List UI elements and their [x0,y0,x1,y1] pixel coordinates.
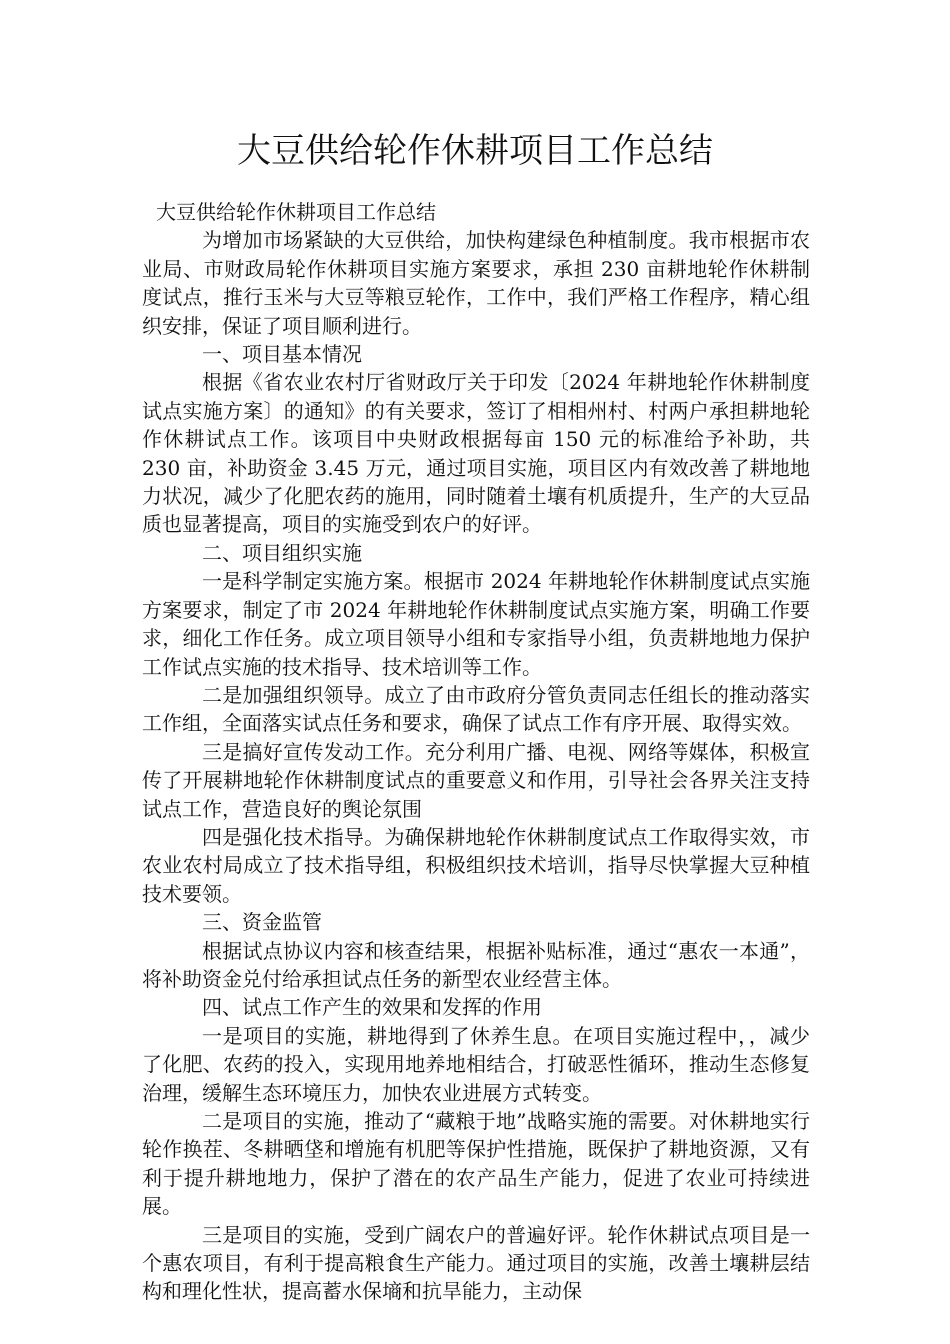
section-heading-implementation: 二、项目组织实施 [202,540,362,565]
paragraph-fund-supervision: 根据试点协议内容和核查结果，根据补贴标准，通过“惠农一本通”，将补助资金兑付给承担试点任务的新型农业经营主体。 [142,938,810,991]
document-subtitle: 大豆供给轮作休耕项目工作总结 [156,200,436,224]
paragraph-basic-info: 根据《省农业农村厅省财政厅关于印发〔2024 年耕地轮作休耕制度试点实施方案〕的通知》的有关要求，签订了相相州村、村两户承担耕地轮作休耕试点工作。该项目中央财政根据每亩 150 元的标准给予补助，共 230 亩，补助资金 3.45 万元，通过项目实施，项目区内有效改善了耕地地力状况，减少了化肥农药的施用，同时随着土壤有机质提升，生产的大豆品质也显著提高，项目的实施受到农户的好评。 [142,370,810,537]
paragraph-leadership: 二是加强组织领导。成立了由市政府分管负责同志任组长的推动落实工作组，全面落实试点任务和要求，确保了试点工作有序开展、取得实效。 [142,682,810,736]
document-title: 大豆供给轮作休耕项目工作总结 [237,131,713,171]
section-heading-effects: 四、试点工作产生的效果和发挥的作用 [202,995,542,1020]
paragraph-publicity: 三是搞好宣传发动工作。充分利用广播、电视、网络等媒体，积极宣传了开展耕地轮作休耕制度试点的重要意义和作用，引导社会各界关注支持试点工作，营造良好的舆论氛围 [142,739,810,821]
paragraph-effect-one: 一是项目的实施，耕地得到了休养生息。在项目实施过程中，，减少了化肥、农药的投入，实现用地养地相结合，打破恶性循环，推动生态修复治理，缓解生态环境压力，加快农业进展方式转变。 [142,1023,810,1105]
paragraph-effect-two: 二是项目的实施，推动了“藏粮于地”战略实施的需要。对休耕地实行轮作换茬、冬耕晒垡和增施有机肥等保护性措施，既保护了耕地资源，又有利于提升耕地地力，保护了潜在的农产品生产能力，促进了农业可持续进展。 [142,1109,810,1219]
section-heading-basic-info: 一、项目基本情况 [202,342,362,367]
section-heading-fund-supervision: 三、资金监管 [202,910,322,935]
paragraph-effect-three: 三是项目的实施，受到广阔农户的普遍好评。轮作休耕试点项目是一个惠农项目，有利于提高粮食生产能力。通过项目的实施，改善土壤耕层结构和理化性状，提高蓄水保墒和抗旱能力，主动保 [142,1222,810,1304]
paragraph-plan: 一是科学制定实施方案。根据市 2024 年耕地轮作休耕制度试点实施方案要求，制定了市 2024 年耕地轮作休耕制度试点实施方案，明确工作要求，细化工作任务。成立项目领导小组和专家指导小组，负责耕地地力保护工作试点实施的技术指导、技术培训等工作。 [142,569,810,679]
paragraph-technical-guidance: 四是强化技术指导。为确保耕地轮作休耕制度试点工作取得实效，市农业农村局成立了技术指导组，积极组织技术培训，指导尽快掌握大豆种植技术要领。 [142,824,810,906]
document-body [142,198,810,1306]
intro-paragraph: 为增加市场紧缺的大豆供给，加快构建绿色种植制度。我市根据市农业局、市财政局轮作休耕项目实施方案要求，承担 230 亩耕地轮作休耕制度试点，推行玉米与大豆等粮豆轮作，工作中，我们严格工作程序，精心组织安排，保证了项目顺利进行。 [142,228,810,338]
